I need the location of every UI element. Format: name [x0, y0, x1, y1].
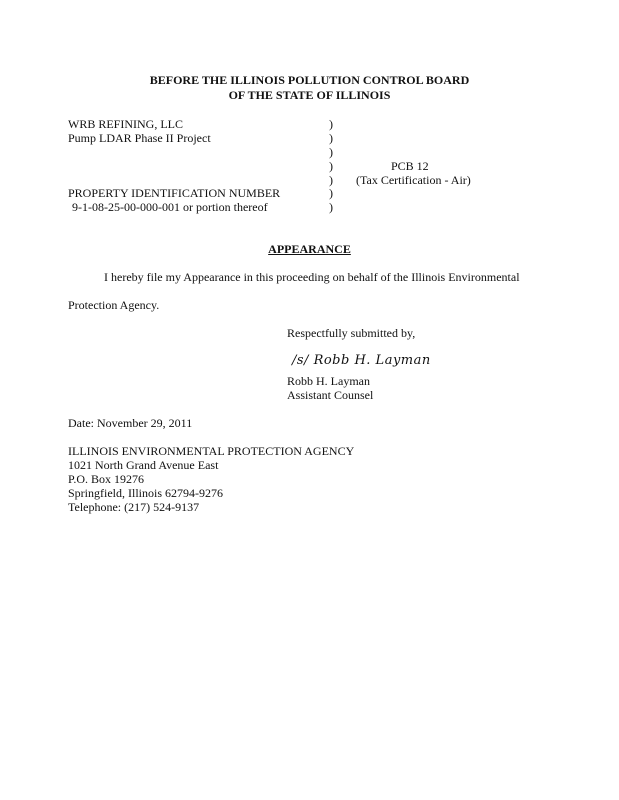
property-id-number: 9-1-08-25-00-000-001 or portion thereof: [72, 200, 268, 214]
signer-name: Robb H. Layman: [287, 374, 370, 388]
closing: Respectfully submitted by,: [287, 326, 416, 340]
signature: /s/ Robb H. Layman: [292, 353, 431, 368]
party-name: WRB REFINING, LLC: [68, 117, 183, 131]
property-id-label: PROPERTY IDENTIFICATION NUMBER: [68, 186, 281, 200]
caption-paren: ): [329, 159, 333, 173]
agency-street: 1021 North Grand Avenue East: [68, 458, 219, 472]
board-heading: BEFORE THE ILLINOIS POLLUTION CONTROL BOARD: [149, 73, 470, 87]
caption-paren: ): [329, 186, 333, 200]
agency-name: ILLINOIS ENVIRONMENTAL PROTECTION AGENCY: [68, 444, 355, 458]
caption-paren: ): [329, 145, 333, 159]
caption-paren: ): [329, 131, 333, 145]
agency-phone: Telephone: (217) 524-9137: [68, 500, 200, 514]
case-number: PCB 12: [391, 159, 429, 173]
caption-paren: ): [329, 117, 333, 131]
caption-paren: ): [329, 200, 333, 214]
case-type: (Tax Certification - Air): [356, 173, 471, 187]
document-title: APPEARANCE: [268, 242, 351, 256]
body-line-2: Protection Agency.: [68, 298, 160, 312]
agency-city: Springfield, Illinois 62794-9276: [68, 486, 223, 500]
project-name: Pump LDAR Phase II Project: [68, 131, 211, 145]
agency-po-box: P.O. Box 19276: [68, 472, 145, 486]
date-line: Date: November 29, 2011: [68, 416, 193, 430]
caption-paren: ): [329, 173, 333, 187]
state-heading: OF THE STATE OF ILLINOIS: [228, 88, 391, 102]
signer-role: Assistant Counsel: [287, 388, 374, 402]
body-line-1: I hereby file my Appearance in this proceeding on behalf of the Illinois Environmental: [104, 270, 520, 284]
